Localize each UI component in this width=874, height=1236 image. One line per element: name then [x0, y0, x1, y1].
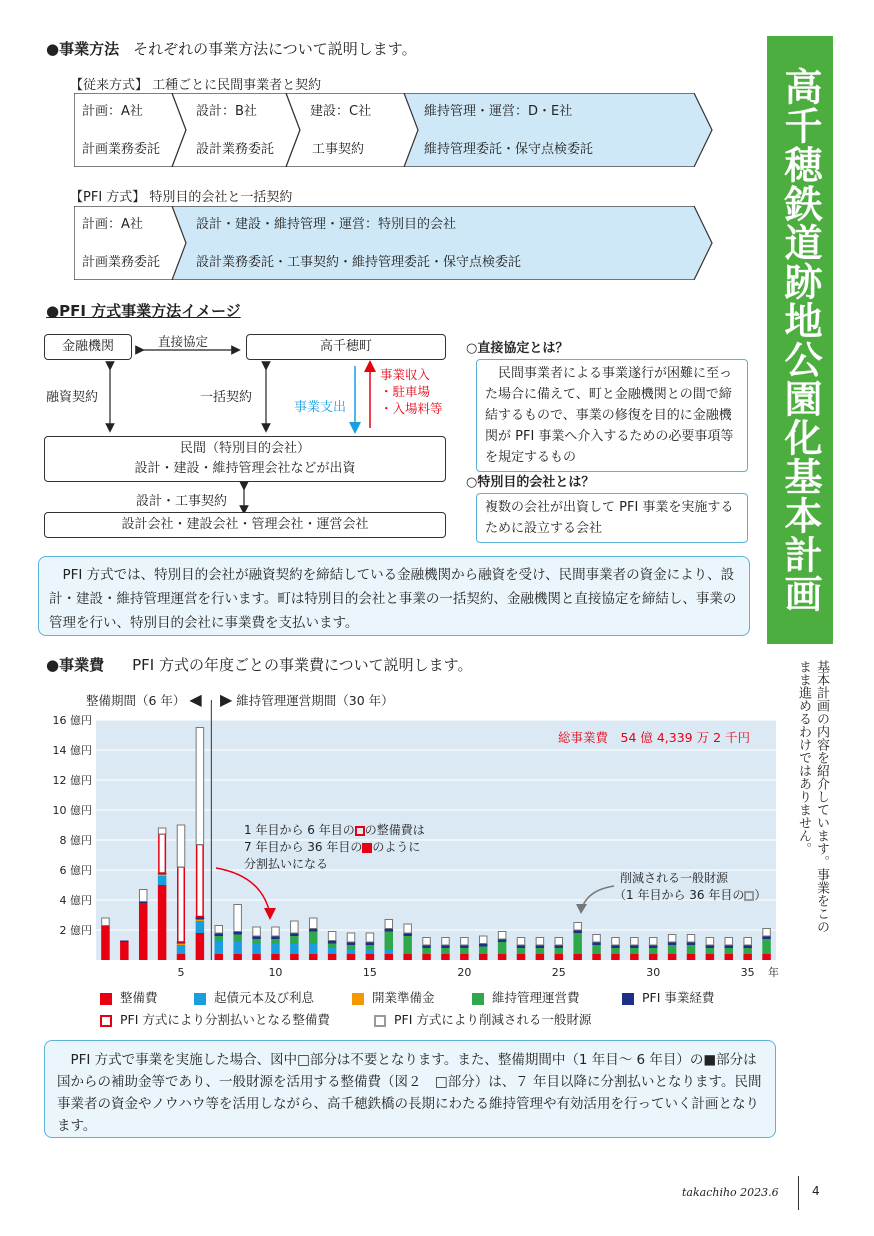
bar-segment-outline-gray	[272, 927, 280, 936]
total-cost-label: 総事業費 54 億 4,339 万 2 千円	[558, 730, 751, 745]
bar-segment	[366, 954, 375, 960]
bar-segment-outline-gray	[593, 935, 601, 943]
bar-segment	[309, 944, 318, 955]
legend-swatch-2	[194, 993, 206, 1005]
legend-item-2	[194, 988, 314, 1006]
trad-stage-2-bottom: 設計業務委託	[196, 142, 275, 157]
bar-segment-outline-gray	[234, 905, 242, 932]
annot2-part1: 削減される一般財源	[620, 871, 729, 885]
legend-item-3	[352, 988, 435, 1006]
legend-swatch-3	[352, 993, 364, 1005]
bar-segment	[536, 954, 545, 960]
bar-segment	[309, 932, 318, 944]
bar-segment	[366, 945, 375, 950]
page-number: 4	[812, 1184, 820, 1198]
pfi-stage-1-bottom: 計画業務委託	[82, 255, 161, 270]
bar-segment	[422, 948, 431, 954]
bar-segment-outline-gray	[366, 933, 374, 942]
bar-segment	[611, 954, 620, 960]
bar-segment	[498, 954, 507, 960]
bar-segment-outline-red	[159, 834, 166, 873]
legend-swatch-6	[100, 1015, 112, 1027]
spc-info-title: ○特別目的会社とは？	[466, 475, 595, 490]
bar-segment	[706, 954, 715, 960]
bar-segment	[120, 941, 129, 943]
legend-label-6: PFI 方式により分割払いとなる整備費	[120, 1012, 330, 1027]
gray-outline-square-icon	[744, 891, 754, 901]
bar-segment	[366, 950, 375, 955]
bar-segment-outline-gray	[102, 918, 110, 926]
legend-item-7	[374, 1010, 591, 1028]
x-tick-label: 30	[646, 966, 661, 979]
income-line-3: ・入場料等	[380, 401, 443, 416]
bar-segment-outline-gray	[442, 938, 450, 946]
bar-segment	[252, 944, 260, 955]
bar-segment	[725, 954, 734, 960]
bar-segment	[309, 954, 318, 960]
bar-segment-outline-gray	[536, 938, 544, 946]
bar-segment	[290, 954, 299, 960]
x-tick-label: 15	[362, 966, 377, 979]
legend-swatch-5	[622, 993, 634, 1005]
bar-segment	[668, 954, 677, 960]
bar-segment-outline-gray	[291, 921, 299, 933]
bar-segment	[347, 950, 356, 955]
bar-segment	[328, 948, 337, 954]
bar-segment	[460, 954, 469, 960]
x-tick-label: 25	[551, 966, 566, 979]
bar-segment	[271, 939, 280, 944]
x-tick-label: 35	[740, 966, 755, 979]
x-tick-label: 20	[457, 966, 472, 979]
bar-segment	[536, 948, 545, 954]
bar-segment	[555, 954, 564, 960]
bar-segment	[479, 947, 488, 955]
bar-segment	[233, 942, 242, 954]
cost-heading-title: ●事業費	[46, 656, 105, 674]
bar-segment-outline-gray	[744, 938, 752, 946]
bar-segment	[271, 944, 280, 955]
bar-segment	[517, 948, 526, 954]
y-tick-label: 4 億円	[59, 894, 92, 907]
bar-segment-outline-gray	[668, 935, 676, 943]
bar-segment-outline-gray	[649, 938, 657, 946]
spc-info	[466, 472, 748, 543]
side-note: 基本計画の内容を紹介しています。事業をこのまま進めるわけではありません。	[796, 660, 829, 933]
x-tick-label: 10	[268, 966, 283, 979]
pfi-explanation-note: PFI 方式では、特別目的会社が融資契約を締結している金融機関から融資を受け、民間事業者の資金により、設計・建設・維持管理運営を行います。町は特別目的会社と事業の一括契約、金融機関と直接協定を締結し、事業の管理を行い、特別目的会社に事業費を支払います。	[38, 556, 750, 636]
bar-segment	[385, 950, 394, 955]
y-tick-label: 2 億円	[59, 924, 92, 937]
bar-segment	[177, 944, 186, 946]
bar-segment	[233, 935, 242, 943]
bar-segment	[649, 948, 658, 954]
trad-stage-3-bottom: 工事契約	[312, 142, 365, 157]
direct-agreement-info-body: 民間事業者による事業遂行が困難に至った場合に備えて、町と金融機関との間で締結するもので、事業の修復を目的に金融機関が PFI 事業へ介入するための必要事項等を規定するもの	[476, 359, 748, 472]
bar-segment	[441, 948, 450, 954]
bar-segment-outline-gray	[517, 938, 525, 946]
bar-segment	[385, 954, 394, 960]
bar-segment-outline-gray	[706, 938, 714, 946]
method-heading-desc: それぞれの事業方法について説明します。	[133, 40, 417, 58]
bar-segment-outline-red	[178, 867, 185, 942]
bar-segment	[555, 948, 564, 954]
legend-swatch-1	[100, 993, 112, 1005]
legend-item-4	[472, 988, 580, 1006]
bar-segment	[215, 941, 224, 955]
bar-segment-outline-gray	[687, 935, 695, 943]
bar-segment	[517, 954, 526, 960]
bar-segment-outline-gray	[423, 938, 431, 946]
bar-segment-outline-gray	[177, 825, 185, 867]
annot1-part5: 分割払いになる	[244, 857, 329, 871]
y-tick-label: 14 億円	[52, 744, 92, 757]
conclusion-note: PFI 方式で事業を実施した場合、図中□部分は不要となります。また、整備期間中（1 年目～ 6 年目）の■部分は国からの補助金等であり、一般財源を活用する整備費（図２ □部分）は、７ 年目以降に分割払いとなります。民間事業者の資金やノウハウ等を活用しながら、高千穂鉄橋の長期にわたる維持管理や有効活用を行っていく計画となります。	[44, 1040, 776, 1138]
annot2-part2: （1 年目から 36 年目の	[614, 888, 745, 902]
bar-segment-outline-red	[197, 845, 204, 917]
income-line-2: ・駐車場	[380, 384, 431, 399]
bar-segment-outline-gray	[385, 920, 393, 929]
bar-segment	[630, 954, 639, 960]
bar-segment	[630, 948, 639, 954]
bar-segment-outline-gray	[461, 938, 469, 946]
legend-item-1	[100, 988, 158, 1006]
bar-segment	[573, 933, 582, 954]
bar-segment	[422, 954, 431, 960]
bar-segment	[706, 948, 715, 954]
bar-segment	[177, 945, 186, 954]
bar-segment	[158, 876, 167, 885]
legend-label-4: 維持管理運営費	[492, 990, 580, 1005]
bar-segment-outline-gray	[555, 938, 563, 946]
legend-label-1: 整備費	[120, 990, 158, 1005]
trad-stage-3-top: 建設：C社	[310, 104, 372, 119]
bar-segment	[611, 948, 620, 954]
bar-segment	[328, 944, 337, 949]
bar-segment-outline-gray	[253, 927, 260, 936]
bar-segment-outline-gray	[139, 890, 147, 902]
bar-segment-outline-gray	[309, 918, 317, 929]
cost-heading-desc: PFI 方式の年度ごとの事業費について説明します。	[132, 656, 473, 674]
bulk-contract-label: 一括契約	[200, 390, 253, 405]
bar-segment-outline-gray	[158, 828, 166, 834]
bar-segment-outline-gray	[328, 932, 336, 941]
reduction-annotation	[614, 870, 766, 904]
y-tick-label: 16 億円	[52, 714, 92, 727]
annot1-part1: 1 年目から 6 年目の	[244, 823, 355, 837]
bar-segment	[177, 954, 186, 960]
pfi-stage-2-top: 設計・建設・維持管理・運営：特別目的会社	[196, 217, 457, 232]
town-box: 高千穂町	[246, 334, 446, 360]
bar-segment	[479, 954, 488, 960]
direct-agreement-label: 直接協定	[158, 334, 209, 349]
bar-segment	[743, 954, 752, 960]
y-tick-label: 10 億円	[52, 804, 92, 817]
expense-label: 事業支出	[294, 400, 347, 415]
bar-segment-outline-gray	[479, 936, 487, 944]
contract-label: 設計・工事契約	[136, 494, 228, 509]
spc-subtitle: 設計・建設・維持管理会社などが出資	[134, 461, 356, 476]
legend-label-7: PFI 方式により削減される一般財源	[394, 1012, 592, 1027]
pfi-stage-1-top: 計画：A社	[82, 217, 143, 232]
cost-heading	[46, 654, 472, 675]
bar-segment	[233, 954, 242, 960]
trad-stage-4-top: 維持管理・運営：D・E社	[424, 104, 573, 119]
legend-swatch-7	[374, 1015, 386, 1027]
legend-label-5: PFI 事業経費	[642, 990, 715, 1005]
annot1-part2: の整備費は	[364, 823, 425, 837]
bar-segment	[139, 903, 148, 960]
bar-segment	[215, 936, 224, 941]
bar-segment-outline-gray	[215, 926, 223, 934]
legend-item-5	[622, 988, 714, 1006]
bar-segment	[290, 944, 299, 955]
red-square-icon	[362, 843, 372, 853]
traditional-label: 【従来方式】 工種ごとに民間事業者と契約	[70, 78, 322, 93]
bar-segment	[271, 954, 280, 960]
direct-agreement-info-title: ○直接協定とは？	[466, 341, 569, 356]
bar-segment	[196, 921, 205, 933]
bar-segment	[498, 942, 507, 954]
bar-segment-outline-gray	[404, 924, 412, 933]
income-line-1: 事業収入	[380, 367, 431, 382]
arrow-right-icon: ▶	[220, 690, 233, 709]
pfi-label: 【PFI 方式】 特別目的会社と一括契約	[70, 190, 293, 205]
spc-box	[44, 436, 446, 482]
y-tick-label: 12 億円	[52, 774, 92, 787]
bar-segment	[196, 920, 205, 922]
y-tick-label: 8 億円	[59, 834, 92, 847]
bar-segment-outline-gray	[498, 932, 506, 940]
bar-segment	[196, 933, 205, 960]
period-2-text: 維持管理運営期間（30 年）	[236, 693, 394, 708]
direct-agreement-info	[466, 338, 748, 472]
footer-brand: takachiho 2023.6	[682, 1186, 779, 1199]
bar-segment-outline-gray	[631, 938, 639, 946]
bar-segment	[668, 945, 677, 954]
bar-segment-outline-gray	[612, 938, 620, 946]
legend-label-2: 起債元本及び利息	[214, 990, 315, 1005]
companies-box: 設計会社・建設会社・管理会社・運営会社	[44, 512, 446, 538]
bar-segment	[460, 948, 469, 954]
legend-swatch-4	[472, 993, 484, 1005]
bar-segment	[762, 939, 771, 954]
bar-segment-outline-gray	[196, 728, 204, 845]
bar-segment	[687, 954, 696, 960]
bar-segment	[725, 948, 734, 954]
footer-divider	[798, 1176, 799, 1210]
bar-segment	[347, 945, 356, 950]
bar-segment-outline-gray	[574, 923, 582, 931]
bar-segment	[290, 936, 299, 944]
bar-segment	[403, 936, 412, 954]
trad-stage-1-top: 計画：A社	[82, 104, 143, 119]
method-heading-title: ●事業方法	[46, 40, 120, 58]
bar-segment-outline-gray	[347, 933, 355, 942]
bar-segment	[762, 954, 771, 960]
bar-segment	[215, 954, 224, 960]
legend-item-6	[100, 1010, 330, 1028]
side-title: 高千穂鉄道跡地公園化基本計画	[767, 36, 833, 644]
trad-stage-4-bottom: 維持管理委託・保守点検委託	[424, 142, 594, 157]
period-1-text: 整備期間（6 年）	[86, 693, 186, 708]
bar-segment	[101, 926, 110, 961]
bar-segment-outline-gray	[763, 929, 771, 937]
bar-segment	[158, 885, 167, 960]
bar-segment-outline-gray	[725, 938, 733, 946]
image-heading: ●PFI 方式事業方法イメージ	[46, 302, 241, 320]
y-tick-label: 6 億円	[59, 864, 92, 877]
spc-info-body: 複数の会社が出資して PFI 事業を実施するために設立する会社	[476, 493, 748, 543]
pfi-stage-2-bottom: 設計業務委託・工事契約・維持管理委託・保守点検委託	[196, 255, 522, 270]
annot2-part3: ）	[754, 888, 767, 902]
bar-segment	[573, 954, 582, 960]
spc-title: 民間（特別目的会社）	[179, 441, 310, 456]
bar-segment	[252, 939, 260, 944]
red-outline-square-icon	[355, 826, 365, 836]
bar-segment	[347, 954, 356, 960]
bar-segment	[252, 954, 260, 960]
arrow-left-icon: ◀	[189, 690, 202, 709]
bar-segment	[592, 954, 601, 960]
bar-segment	[649, 954, 658, 960]
income-label	[380, 366, 443, 417]
annot1-part4: のように	[372, 840, 421, 854]
annot1-part3: 7 年目から 36 年目の	[244, 840, 363, 854]
bar-segment	[403, 954, 412, 960]
bar-segment	[158, 875, 167, 877]
loan-contract-label: 融資契約	[46, 390, 99, 405]
installment-annotation	[244, 822, 425, 873]
bar-segment	[328, 954, 337, 960]
trad-stage-2-top: 設計：B社	[196, 104, 257, 119]
bar-segment	[385, 932, 394, 950]
x-axis-suffix: 年	[768, 966, 779, 979]
bar-segment	[120, 942, 129, 960]
bar-segment	[592, 945, 601, 954]
bar-segment	[441, 954, 450, 960]
trad-stage-1-bottom: 計画業務委託	[82, 142, 161, 157]
bar-segment	[687, 945, 696, 954]
bar-segment	[743, 948, 752, 954]
x-tick-label: 5	[177, 966, 185, 979]
legend-label-3: 開業準備金	[372, 990, 435, 1005]
bank-box: 金融機関	[44, 334, 132, 360]
